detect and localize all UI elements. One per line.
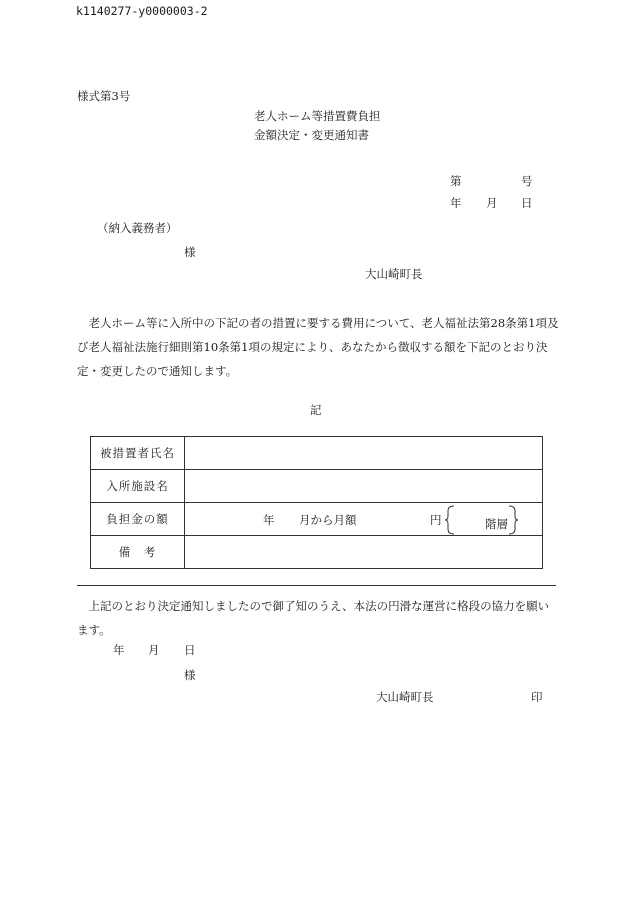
row-label-facility: 入所施設名: [91, 470, 185, 503]
table-row: [91, 536, 543, 569]
row-value-remarks: [185, 536, 543, 569]
table-row: [91, 503, 543, 536]
divider: [77, 585, 556, 586]
row-label-name: 被措置者氏名: [91, 437, 185, 470]
number-suffix: 号: [521, 174, 533, 188]
amount-year: 年: [263, 513, 275, 527]
form-number: 様式第3号: [77, 89, 131, 103]
row-label-remarks: 備 考: [91, 536, 185, 569]
row-value-facility: [185, 470, 543, 503]
amount-bracket-label: 階層: [485, 517, 508, 531]
issuer-name: 大山崎町長: [365, 267, 423, 281]
closing-issuer-name: 大山崎町長: [376, 690, 434, 704]
closing-honorific: 様: [184, 668, 196, 682]
document-title-line1: 老人ホーム等措置費負担: [254, 109, 381, 123]
left-brace-icon: [444, 505, 456, 535]
closing-date-month: 月: [148, 643, 160, 657]
table-row: [91, 470, 543, 503]
seal-mark: 印: [531, 690, 543, 704]
closing-body: 上記のとおり決定通知しましたので御了知のうえ、本法の円滑な運営に格段の協力を願います。: [77, 599, 550, 637]
addressee-honorific: 様: [184, 245, 196, 259]
closing-date-day: 日: [184, 643, 196, 657]
closing-date-year: 年: [113, 643, 125, 657]
table-row: [91, 437, 543, 470]
number-prefix: 第: [450, 174, 462, 188]
amount-yen: 円: [430, 513, 442, 527]
date-day: 日: [521, 196, 533, 210]
row-label-amount: 負担金の額: [91, 503, 185, 536]
details-table: [90, 436, 543, 569]
ki-heading: 記: [310, 403, 322, 417]
document-id: k1140277-y0000003-2: [76, 4, 208, 18]
right-brace-icon: [507, 505, 519, 535]
notice-body: 老人ホーム等に入所中の下記の者の措置に要する費用について、老人福祉法第28条第1項及び老人福祉法施行細則第10条第1項の規定により、あなたから徴収する額を下記のとおり決定・変更したので通知します。: [77, 316, 559, 378]
date-year: 年: [450, 196, 462, 210]
amount-from-month: 月から月額: [299, 513, 357, 527]
row-value-amount: [185, 503, 543, 536]
document-title-line2: 金額決定・変更通知書: [254, 128, 369, 142]
payer-label: （納入義務者）: [97, 221, 178, 235]
date-month: 月: [486, 196, 498, 210]
row-value-name: [185, 437, 543, 470]
